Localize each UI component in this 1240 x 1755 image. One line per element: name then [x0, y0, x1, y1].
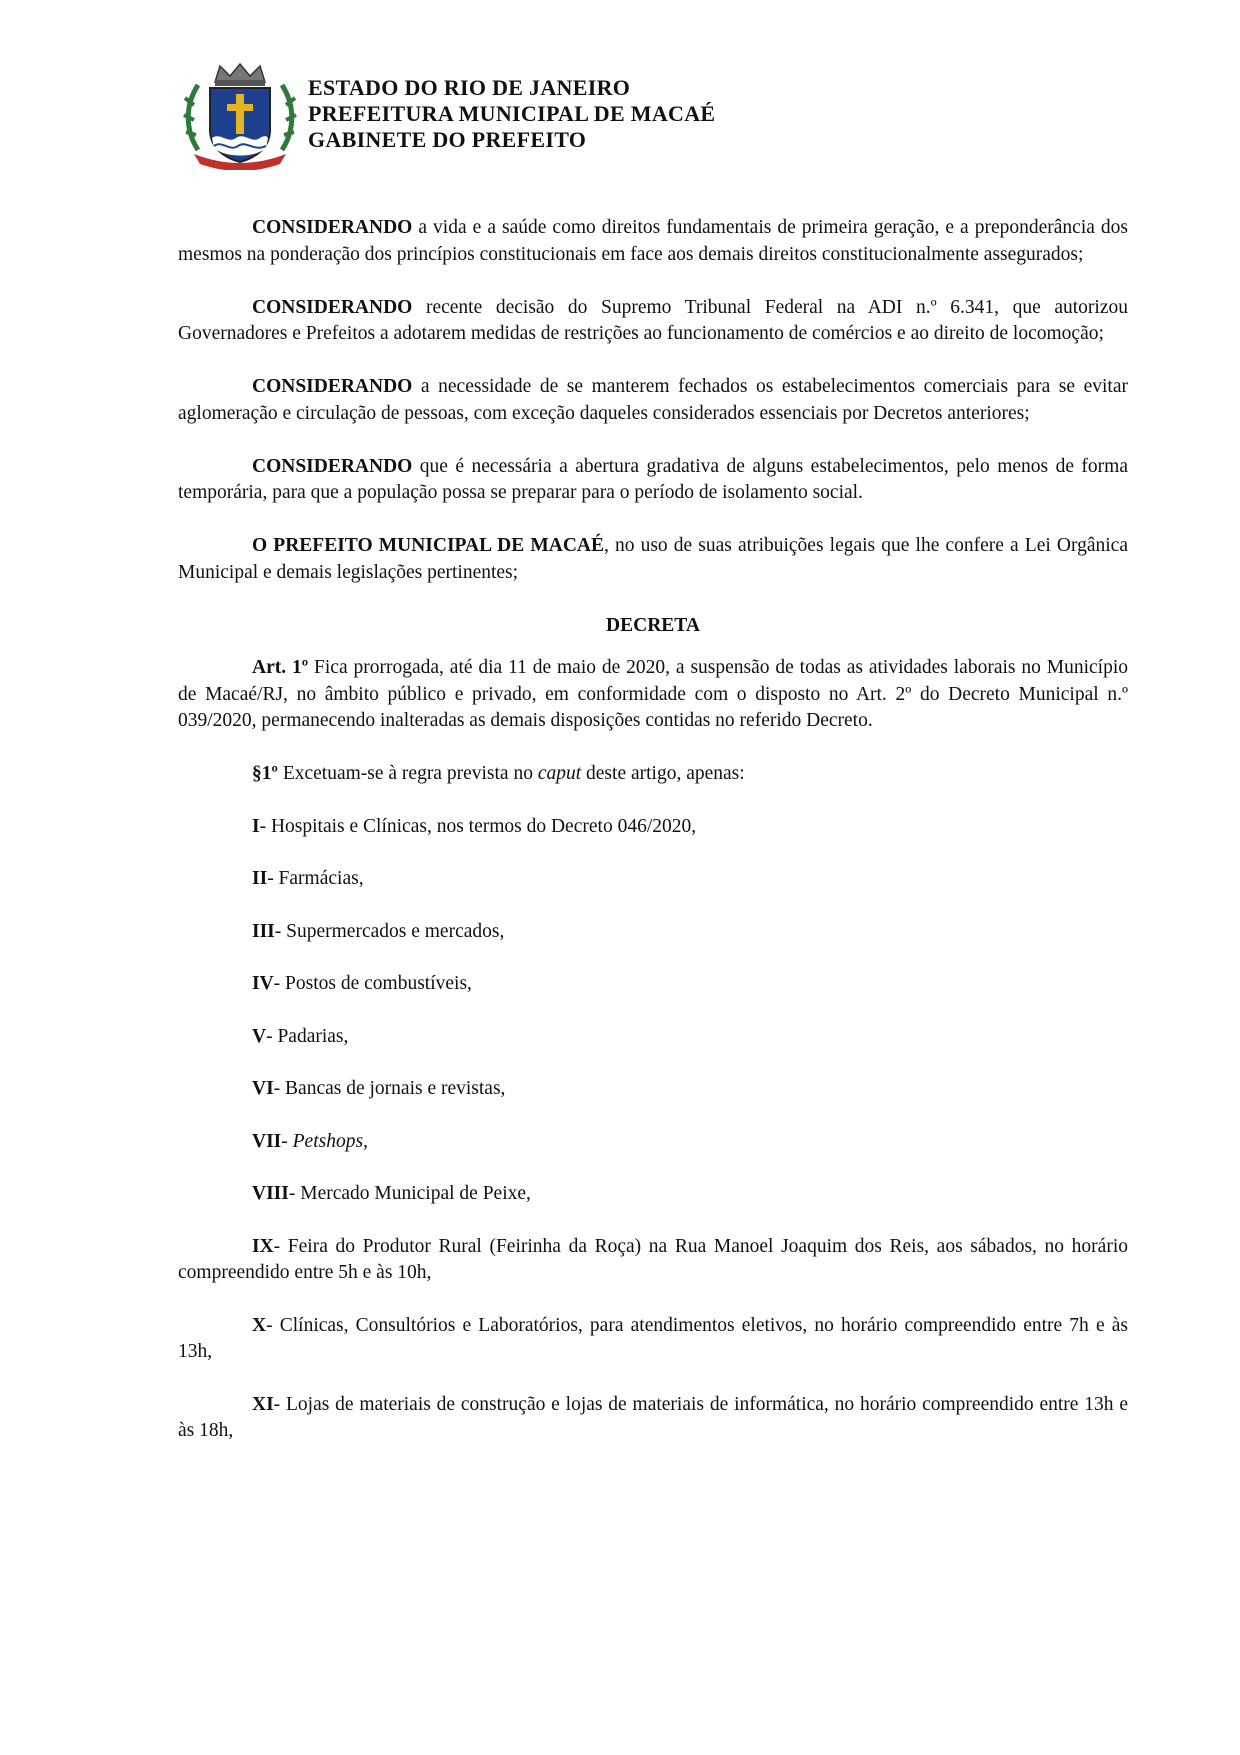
- paragraph-1: §1º Excetuam-se à regra prevista no caput deste artigo, apenas:: [252, 763, 745, 784]
- letterhead: [180, 60, 1080, 170]
- list-item: I- Hospitais e Clínicas, nos termos do Decreto 046/2020,: [252, 815, 697, 837]
- list-item: VII- Petshops,: [252, 1130, 368, 1152]
- considerando-paragraph: CONSIDERANDO recente decisão do Supremo Tribunal Federal na ADI n.º 6.341, que autorizou Governadores e Prefeitos a adotarem medidas de restrições ao funcionamento de comércios e ao direito de locomoção;: [178, 296, 1128, 344]
- office-name: GABINETE DO PREFEITO: [308, 127, 587, 152]
- list-item: III- Supermercados e mercados,: [252, 920, 505, 942]
- list-item: II- Farmácias,: [252, 868, 364, 889]
- prefeito-paragraph: O PREFEITO MUNICIPAL DE MACAÉ, no uso de suas atribuições legais que lhe confere a Lei Orgânica Municipal e demais legislações pertinentes;: [178, 535, 1128, 583]
- considerando-paragraph: CONSIDERANDO a vida e a saúde como direitos fundamentais de primeira geração, e a preponderância dos mesmos na ponderação dos princípios constitucionais em face aos demais direitos constitucionalmente assegurados;: [178, 217, 1128, 265]
- municipality-name: PREFEITURA MUNICIPAL DE MACAÉ: [308, 101, 716, 126]
- article-1: Art. 1º Fica prorrogada, até dia 11 de maio de 2020, a suspensão de todas as atividades laborais no Município de Macaé/RJ, no âmbito público e privado, em conformidade com o disposto no Art. 2º do Decreto Municipal n.º 039/2020, permanecendo inalteradas as demais disposições contidas no referido Decreto.: [178, 657, 1128, 731]
- list-item: V- Padarias,: [252, 1025, 349, 1047]
- decreta-heading: DECRETA: [606, 614, 700, 636]
- decree-body: [178, 215, 1128, 1471]
- state-name: ESTADO DO RIO DE JANEIRO: [308, 75, 631, 100]
- considerando-paragraph: CONSIDERANDO que é necessária a abertura gradativa de alguns estabelecimentos, pelo menos de forma temporária, para que a população possa se preparar para o período de isolamento social.: [178, 455, 1128, 503]
- list-item: XI- Lojas de materiais de construção e lojas de materiais de informática, no horário compreendido entre 13h e às 18h,: [178, 1393, 1128, 1441]
- list-item: VIII- Mercado Municipal de Peixe,: [252, 1183, 531, 1204]
- list-item: X- Clínicas, Consultórios e Laboratórios, para atendimentos eletivos, no horário compreendido entre 7h e às 13h,: [178, 1314, 1128, 1362]
- list-item: IX- Feira do Produtor Rural (Feirinha da Roça) na Rua Manoel Joaquim dos Reis, aos sábados, no horário compreendido entre 5h e às 10h,: [178, 1235, 1128, 1283]
- list-item: IV- Postos de combustíveis,: [252, 973, 472, 994]
- coat-of-arms-icon: [180, 60, 300, 170]
- considerando-paragraph: CONSIDERANDO a necessidade de se manterem fechados os estabelecimentos comerciais para se evitar aglomeração e circulação de pessoas, com exceção daqueles considerados essenciais por Decretos anteriores;: [178, 376, 1128, 424]
- list-item: VI- Bancas de jornais e revistas,: [252, 1078, 506, 1099]
